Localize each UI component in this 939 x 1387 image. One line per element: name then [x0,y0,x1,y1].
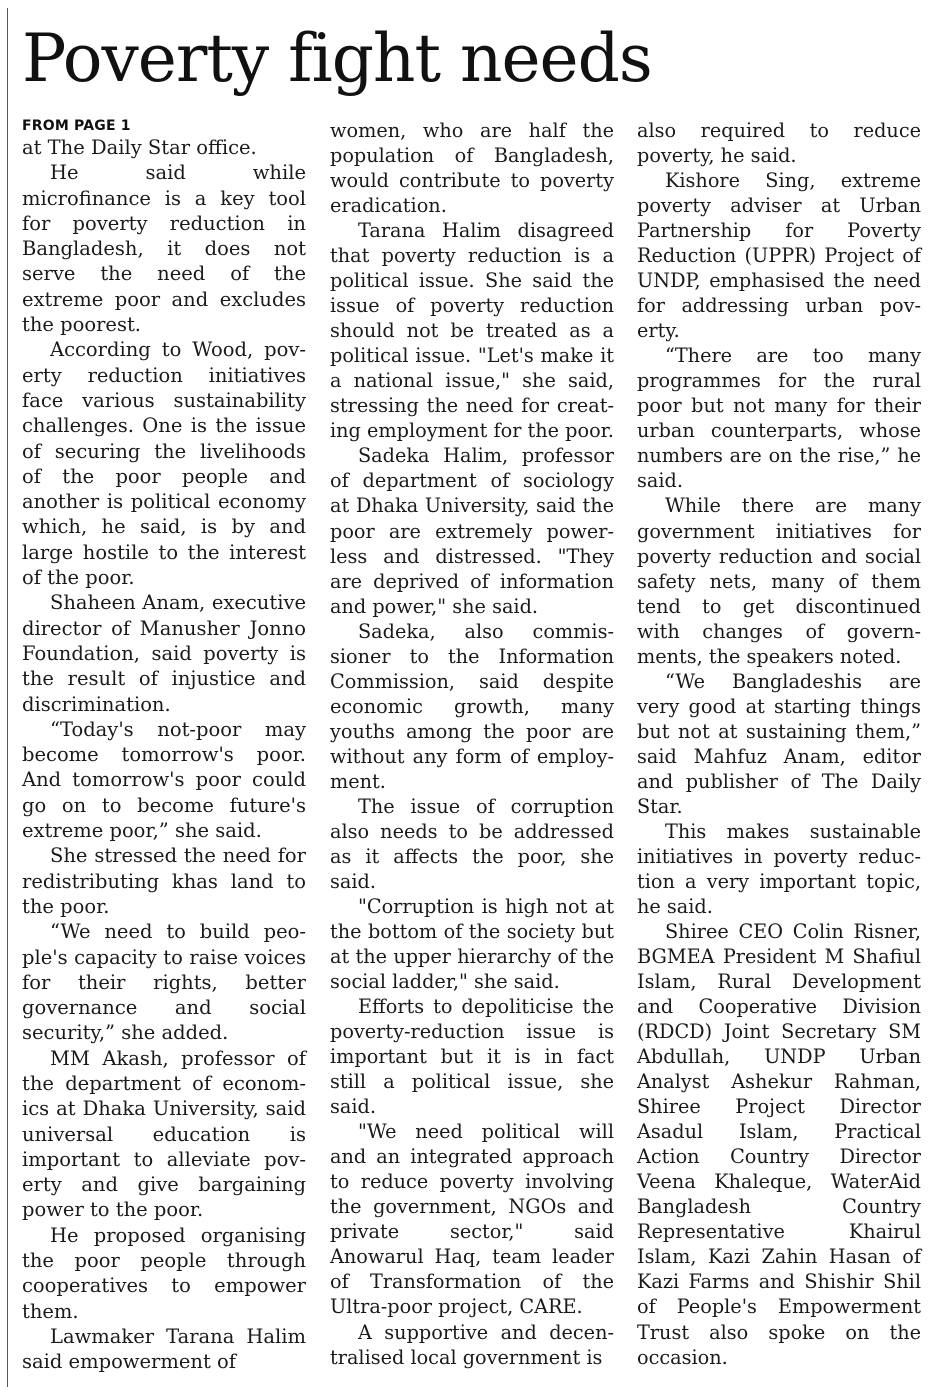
paragraph: “Today's not-poor may become tomorrow's poor. And tomorrow's poor could go on to become future's extreme poor,” she said. [22,717,306,843]
paragraph: also required to reduce poverty, he said. [637,119,921,168]
paragraph: women, who are half the population of Bangladesh, would contribute to poverty eradication. [330,119,614,218]
paragraph: “We need to build people's capacity to raise voices for their rights, better governance and social security,” she added. [22,920,306,1045]
paragraph: He said while microfinance is a key tool for poverty reduction in Bangladesh, it does not serve the need of the extreme poor and excludes the poorest. [22,161,306,337]
paragraph: Shaheen Anam, executive director of Manusher Jonno Foundation, said poverty is the result of injustice and discrimination. [22,591,306,716]
left-column-rule [7,8,8,1387]
paragraph: MM Akash, professor of the department of economics at Dhaka University, said universal education is important to alleviate poverty and give bargaining power to the poor. [22,1046,306,1222]
paragraph: “We Bangladeshis are very good at starting things but not at sustaining them,” said Mahfuz Anam, editor and publisher of The Daily Star. [637,669,921,818]
paragraph: This makes sustainable initiatives in poverty reduction a very important topic, he said. [637,819,921,918]
paragraph: “There are too many programmes for the rural poor but not many for their urban counterparts, whose numbers are on the rise,” he said. [637,344,921,493]
paragraph: A supportive and decentralised local government is [330,1320,614,1369]
paragraph: Lawmaker Tarana Halim said empowerment of [22,1324,306,1374]
article-column-1 [22,118,306,1375]
headline: Poverty fight needs [22,20,652,97]
paragraph: She stressed the need for redistributing khas land to the poor. [22,844,306,918]
continuation-kicker: FROM PAGE 1 [22,118,131,134]
article-column-3 [637,118,921,1370]
paragraph: Efforts to depoliticise the poverty-reduction issue is important but it is in fact still a political issue, she said. [330,995,614,1119]
paragraph: Tarana Halim disagreed that poverty reduction is a political issue. She said the issue of poverty reduction should not be treated as a political issue. "Let's make it a national issue," she said, stressing the need for creating employment for the poor. [330,219,614,443]
paragraph: While there are many government initiatives for poverty reduction and social safety nets, many of them tend to get discontinued with changes of governments, the speakers noted. [637,494,921,668]
paragraph: Sadeka Halim, professor of department of sociology at Dhaka University, said the poor are extremely powerless and distressed. "They are deprived of information and power," she said. [330,444,614,618]
paragraph: He proposed organising the poor people through cooperatives to empower them. [22,1223,306,1323]
paragraph: According to Wood, poverty reduction initiatives face various sustainability challenges. One is the issue of securing the livelihoods of the poor people and another is political economy which, he said, is by and large hostile to the interest of the poor. [22,338,306,590]
paragraph: at The Daily Star office. [22,136,257,159]
article-column-2 [330,118,614,1370]
paragraph: Shiree CEO Colin Risner, BGMEA President M Shafiul Islam, Rural Development and Cooperative Division (RDCD) Joint Secretary SM Abdullah, UNDP Urban Analyst Ashekur Rahman, Shiree Project Director Asadul Islam, Practical Action Country Director Veena Khaleque, WaterAid Bangladesh Country Representative Khairul Islam, Kazi Zahin Hasan of Kazi Farms and Shishir Shil of People's Empowerment Trust also spoke on the occasion. [637,920,921,1369]
paragraph: "Corruption is high not at the bottom of the society but at the upper hierarchy of the social ladder," she said. [330,894,614,994]
paragraph: The issue of corruption also needs to be addressed as it affects the poor, she said. [330,794,614,893]
paragraph: "We need political will and an integrated approach to reduce poverty involving the government, NGOs and private sector," said Anowarul Haq, team leader of Transformation of the Ultra-poor project, CARE. [330,1120,614,1319]
paragraph: Sadeka, also commissioner to the Information Commission, said despite economic growth, many youths among the poor are without any form of employment. [330,619,614,793]
paragraph: Kishore Sing, extreme poverty adviser at Urban Partnership for Poverty Reduction (UPPR) Project of UNDP, emphasised the need for addressing urban poverty. [637,169,921,343]
